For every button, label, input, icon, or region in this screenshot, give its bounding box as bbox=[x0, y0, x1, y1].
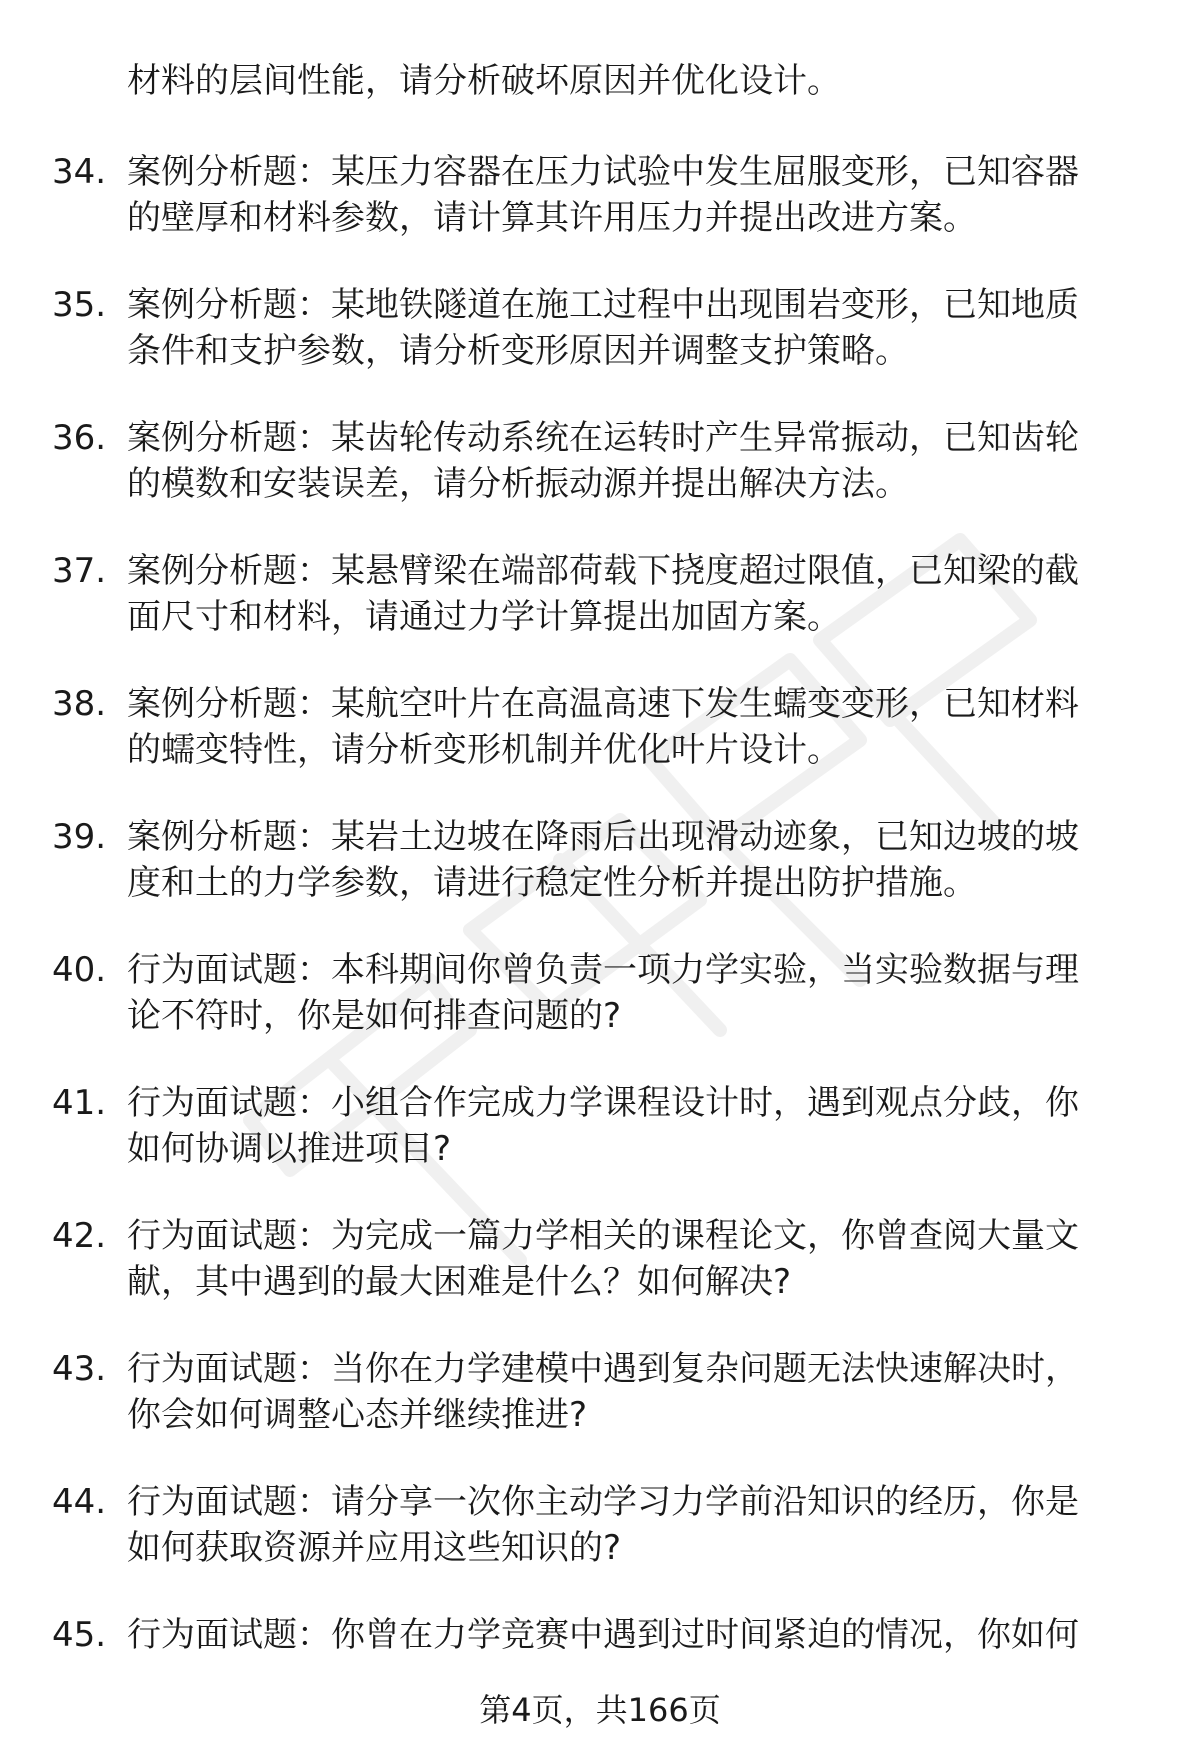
question-text bbox=[127, 1479, 1157, 1571]
question-line: 面尺寸和材料，请通过力学计算提出加固方案。 bbox=[127, 597, 841, 637]
question-line: 你会如何调整心态并继续推进? bbox=[127, 1395, 588, 1435]
question-line: 的蠕变特性，请分析变形机制并优化叶片设计。 bbox=[127, 730, 841, 770]
question-line: 行为面试题：小组合作完成力学课程设计时，遇到观点分歧，你 bbox=[127, 1083, 1079, 1123]
question-line: 案例分析题：某悬臂梁在端部荷载下挠度超过限值，已知梁的截 bbox=[127, 551, 1079, 591]
question-item bbox=[0, 1213, 1200, 1346]
question-number: 40. bbox=[52, 950, 107, 990]
question-line: 度和土的力学参数，请进行稳定性分析并提出防护措施。 bbox=[127, 863, 977, 903]
question-number: 42. bbox=[52, 1216, 107, 1256]
question-line: 献，其中遇到的最大困难是什么？如何解决? bbox=[127, 1262, 792, 1302]
question-line: 行为面试题：本科期间你曾负责一项力学实验，当实验数据与理 bbox=[127, 950, 1079, 990]
continuation-text: 材料的层间性能，请分析破坏原因并优化设计。 bbox=[127, 61, 841, 101]
question-text bbox=[127, 947, 1157, 1039]
question-line: 条件和支护参数，请分析变形原因并调整支护策略。 bbox=[127, 331, 909, 371]
question-line: 如何获取资源并应用这些知识的? bbox=[127, 1528, 622, 1568]
question-number: 41. bbox=[52, 1083, 107, 1123]
question-number: 38. bbox=[52, 684, 107, 724]
question-line: 行为面试题：你曾在力学竞赛中遇到过时间紧迫的情况，你如何 bbox=[127, 1615, 1079, 1655]
question-text bbox=[127, 681, 1157, 773]
question-line: 论不符时，你是如何排查问题的? bbox=[127, 996, 622, 1036]
question-number: 44. bbox=[52, 1482, 107, 1522]
question-text bbox=[127, 415, 1157, 507]
question-item bbox=[0, 282, 1200, 415]
question-line: 的模数和安装误差，请分析振动源并提出解决方法。 bbox=[127, 464, 909, 504]
question-item bbox=[0, 681, 1200, 814]
question-text bbox=[127, 548, 1157, 640]
question-item bbox=[0, 1479, 1200, 1612]
question-number: 43. bbox=[52, 1349, 107, 1389]
question-line: 如何协调以推进项目? bbox=[127, 1129, 452, 1169]
question-text bbox=[127, 1213, 1157, 1305]
question-text bbox=[127, 1346, 1157, 1438]
question-item bbox=[0, 1346, 1200, 1479]
question-line: 案例分析题：某压力容器在压力试验中发生屈服变形，已知容器 bbox=[127, 152, 1079, 192]
question-list bbox=[0, 149, 1200, 1745]
question-item bbox=[0, 814, 1200, 947]
question-number: 35. bbox=[52, 285, 107, 325]
question-line: 案例分析题：某齿轮传动系统在运转时产生异常振动，已知齿轮 bbox=[127, 418, 1079, 458]
question-number: 39. bbox=[52, 817, 107, 857]
question-item bbox=[0, 548, 1200, 681]
question-number: 45. bbox=[52, 1615, 107, 1655]
question-line: 案例分析题：某航空叶片在高温高速下发生蠕变变形，已知材料 bbox=[127, 684, 1079, 724]
question-number: 37. bbox=[52, 551, 107, 591]
question-item bbox=[0, 415, 1200, 548]
question-line: 行为面试题：为完成一篇力学相关的课程论文，你曾查阅大量文 bbox=[127, 1216, 1079, 1256]
question-text bbox=[127, 1080, 1157, 1172]
question-item bbox=[0, 149, 1200, 282]
question-line: 行为面试题：请分享一次你主动学习力学前沿知识的经历，你是 bbox=[127, 1482, 1079, 1522]
question-number: 36. bbox=[52, 418, 107, 458]
question-text bbox=[127, 149, 1157, 241]
question-text bbox=[127, 282, 1157, 374]
page-footer: 第4页，共166页 bbox=[479, 1691, 721, 1729]
question-line: 案例分析题：某地铁隧道在施工过程中出现围岩变形，已知地质 bbox=[127, 285, 1079, 325]
question-line: 行为面试题：当你在力学建模中遇到复杂问题无法快速解决时， bbox=[127, 1349, 1079, 1389]
question-line: 的壁厚和材料参数，请计算其许用压力并提出改进方案。 bbox=[127, 198, 977, 238]
question-number: 34. bbox=[52, 152, 107, 192]
question-text bbox=[127, 814, 1157, 906]
question-item bbox=[0, 1080, 1200, 1213]
question-item bbox=[0, 947, 1200, 1080]
question-text bbox=[127, 1612, 1157, 1658]
question-line: 案例分析题：某岩土边坡在降雨后出现滑动迹象，已知边坡的坡 bbox=[127, 817, 1079, 857]
